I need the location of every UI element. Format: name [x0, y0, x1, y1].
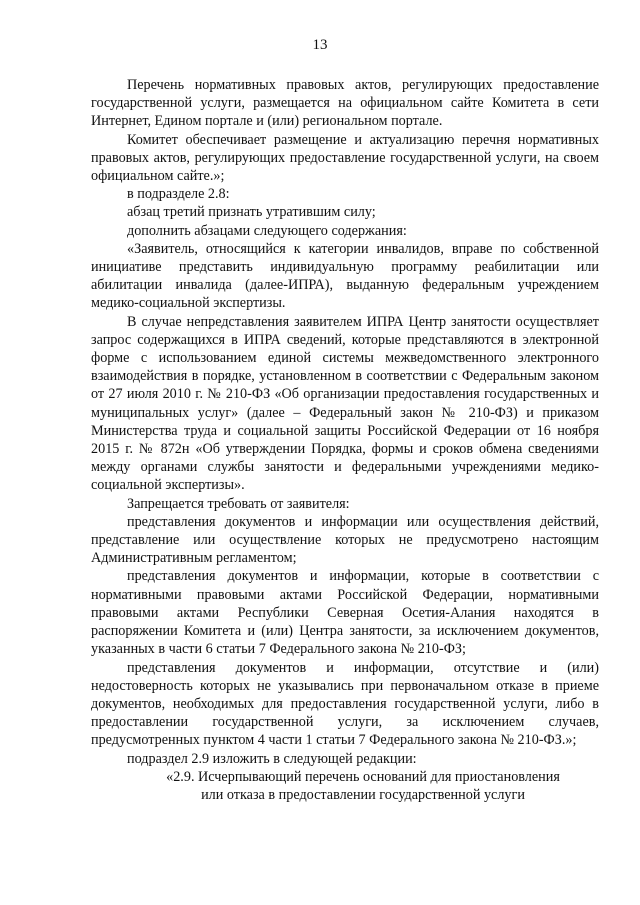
paragraph-prohibition-1: представления документов и информации или осуществления действий, представление или осуществление которых не предусмотрено настоящим Административным регламентом; [91, 513, 599, 567]
section-heading-line-1: «2.9. Исчерпывающий перечень оснований для приостановления [166, 768, 560, 785]
paragraph-subsection-2-8: в подразделе 2.8: [127, 186, 230, 203]
section-heading-line-2: или отказа в предоставлении государственной услуги [201, 786, 525, 803]
paragraph-regulatory-list: Перечень нормативных правовых актов, регулирующих предоставление государственной услуги, размещается на официальном сайте Комитета в сети Интернет, Едином портале и (или) региональном портале. [91, 77, 599, 130]
page-number: 13 [312, 37, 328, 53]
paragraph-subsection-2-9: подраздел 2.9 изложить в следующей редакции: [127, 750, 417, 767]
paragraph-prohibition-2: представления документов и информации, которые в соответствии с нормативными правовыми актами Российской Федерации, нормативными правовыми актами Республики Северная Осетия-Алания находятся в распоряжении Комитета и (или) Центра занятости, за исключением документов, указанных в части 6 статьи 7 Федерального закона № 210-ФЗ; [91, 568, 599, 658]
paragraph-add-clauses: дополнить абзацами следующего содержания: [127, 222, 407, 239]
paragraph-prohibited-requirements: Запрещается требовать от заявителя: [127, 495, 350, 512]
paragraph-committee-publication: Комитет обеспечивает размещение и актуализацию перечня нормативных правовых актов, регулирующих предоставление государственной услуги, на своем официальном сайте.»; [91, 131, 599, 185]
paragraph-disabled-applicant: «Заявитель, относящийся к категории инвалидов, вправе по собственной инициативе представить индивидуальную программу реабилитации или абилитации инвалида (далее-ИПРА), выданную федеральным учреждением медико-социальной экспертизы. [91, 240, 599, 312]
document-body [91, 76, 599, 804]
paragraph-ipra-request: В случае непредставления заявителем ИПРА Центр занятости осуществляет запрос содержащихся в ИПРА сведений, которые представляются в электронной форме с использованием единой системы межведомственного электронного взаимодействия в порядке, установленном в соответствии с Федеральным законом от 27 июля 2010 г. № 210-ФЗ «Об организации предоставления государственных и муниципальных услуг» (далее – Федеральный закон № 210-ФЗ) и приказом Министерства труда и социальной защиты Российской Федерации от 16 ноября 2015 г. № 872н «Об утверждении Порядка, формы и сроков обмена сведениями между органами службы занятости и федеральными учреждениями медико-социальной экспертизы». [91, 313, 599, 494]
paragraph-repeal-third: абзац третий признать утратившим силу; [127, 204, 376, 221]
paragraph-prohibition-3: представления документов и информации, отсутствие и (или) недостоверность которых не указывались при первоначальном отказе в приеме документов, необходимых для предоставления государственной услуги, либо в предоставлении государственной услуги, за исключением случаев, предусмотренных пунктом 4 части 1 статьи 7 Федерального закона № 210-ФЗ.»; [91, 659, 599, 749]
